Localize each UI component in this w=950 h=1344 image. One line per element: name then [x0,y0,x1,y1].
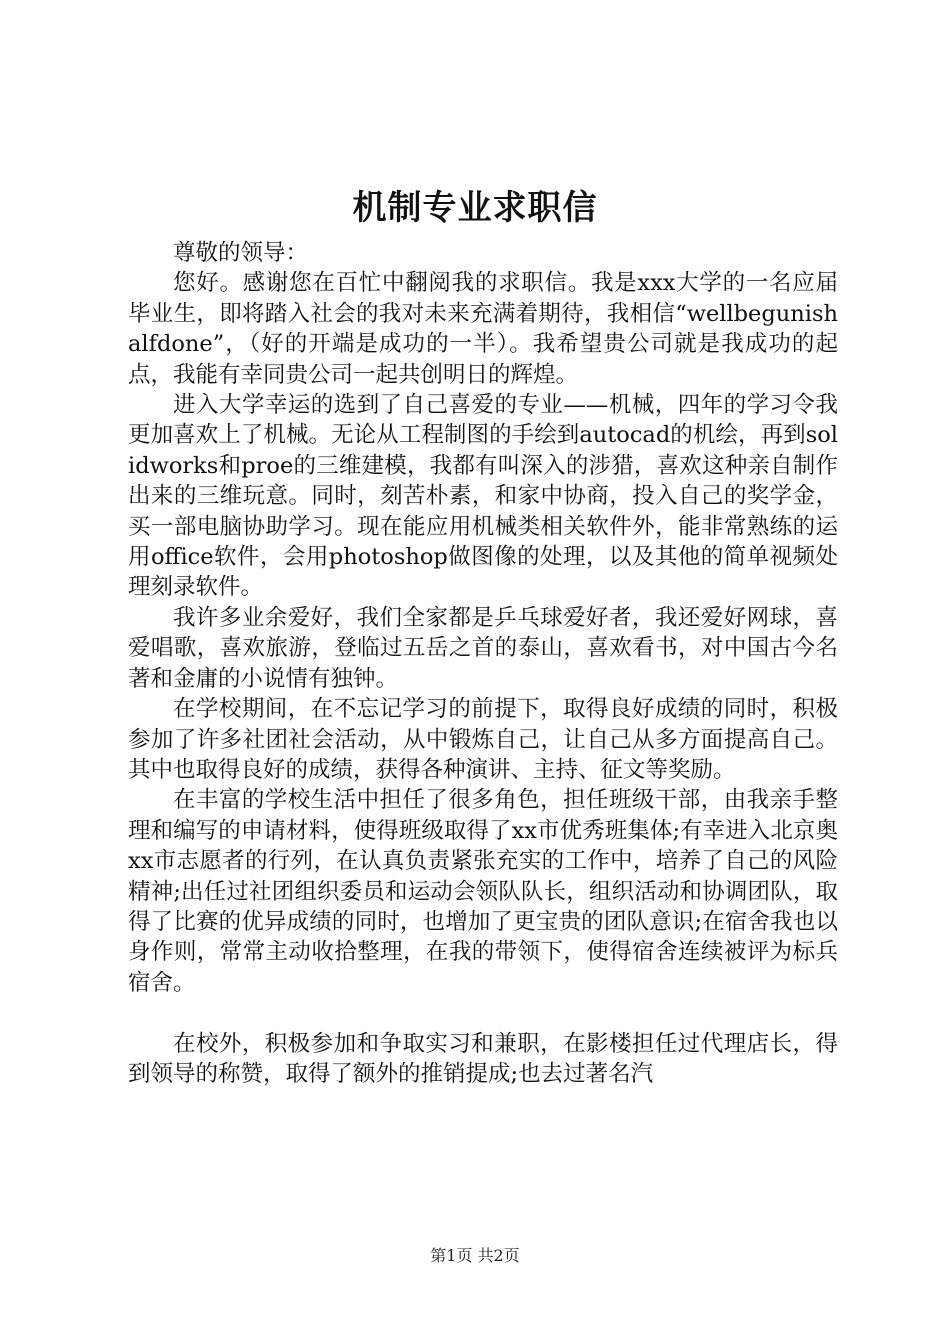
paragraph-major: 进入大学幸运的选到了自己喜爱的专业——机械，四年的学习令我更加喜欢上了机械。无论从工程制图的手绘到autocad的机绘，再到solidworks和proe的三维建模，我都有叫深入的涉猎，喜欢这种亲自制作出来的三维玩意。同时，刻苦朴素，和家中协商，投入自己的奖学金，买一部电脑协助学习。现在能应用机械类相关软件外，能非常熟练的运用office软件，会用photoshop做图像的处理，以及其他的简单视频处理刻录软件。 [128,392,838,601]
paragraph-greeting: 您好。感谢您在百忙中翻阅我的求职信。我是xxx大学的一名应届毕业生，即将踏入社会的我对未来充满着期待，我相信“wellbegunishalfdone”，（好的开端是成功的一半）。我希望贵公司就是我成功的起点，我能有幸同贵公司一起共创明日的辉煌。 [128,270,838,388]
document-title: 机制专业求职信 [352,188,598,228]
paragraph-internship: 在校外，积极参加和争取实习和兼职，在影楼担任过代理店长，得到领导的称赞，取得了额外的推销提成;也去过著名汽 [128,1030,838,1087]
paragraph-roles: 在丰富的学校生活中担任了很多角色，担任班级干部，由我亲手整理和编写的申请材料，使得班级取得了xx市优秀班集体;有幸进入北京奥xx市志愿者的行列，在认真负责紧张充实的工作中，培养了自己的风险精神;出任过社团组织委员和运动会领队队长，组织活动和协调团队，取得了比赛的优异成绩的同时，也增加了更宝贵的团队意识;在宿舍我也以身作则，常常主动收拾整理，在我的带领下，使得宿舍连续被评为标兵宿舍。 [128,787,838,996]
paragraph-hobbies: 我许多业余爱好，我们全家都是乒乓球爱好者，我还爱好网球，喜爱唱歌，喜欢旅游，登临过五岳之首的泰山，喜欢看书，对中国古今名著和金庸的小说情有独钟。 [128,604,838,692]
page-footer: 第1页 共2页 [430,1246,520,1265]
salutation: 尊敬的领导： [173,240,309,266]
paragraph-spacer [128,998,838,1028]
paragraph-school-activities: 在学校期间，在不忘记学习的前提下，取得良好成绩的同时，积极参加了许多社团社会活动，从中锻炼自己，让自己从多方面提高自己。其中也取得良好的成绩，获得各种演讲、主持、征文等奖励。 [128,696,838,783]
document-body [128,238,838,1089]
